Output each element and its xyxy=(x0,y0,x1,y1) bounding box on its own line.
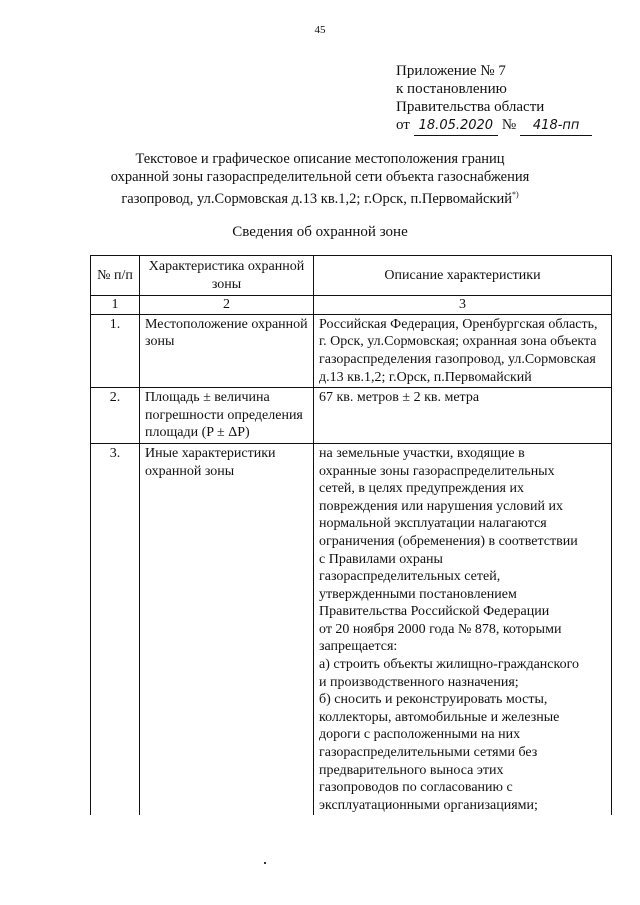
header-characteristic: Характеристика охранной зоны xyxy=(140,256,314,296)
description-line: газопроводов по согласованию с xyxy=(319,780,513,796)
row-description: 67 кв. метров ± 2 кв. метра xyxy=(314,388,612,444)
description-line: газораспределительными сетями без xyxy=(319,745,538,761)
row-characteristic: Иные характеристики охранной зоны xyxy=(140,443,314,815)
description-line: от 20 ноября 2000 года № 878, которыми xyxy=(319,621,562,637)
column-index-1: 1 xyxy=(91,296,140,315)
column-index-row xyxy=(91,296,612,315)
table-row xyxy=(91,388,612,444)
description-line: сетей, в целях предупреждения их xyxy=(319,481,524,497)
row-characteristic: Площадь ± величина погрешности определения площади (P ± ΔP) xyxy=(140,388,314,444)
description-line: повреждения или нарушения условий их xyxy=(319,498,563,514)
description-line: Правительства Российской Федерации xyxy=(319,604,550,620)
description-line: газораспределительных сетей, xyxy=(319,569,501,585)
title-line-3 xyxy=(60,186,580,208)
row-description xyxy=(314,443,612,815)
title-line-3-text: газопровод, ул.Сормовская д.13 кв.1,2; г.Орск, п.Первомайский xyxy=(121,190,513,207)
row-num: 3. xyxy=(91,443,140,815)
page-number: 45 xyxy=(314,24,326,36)
footnote-mark: *) xyxy=(512,190,519,199)
description-line: дороги с расположенными на них xyxy=(319,727,521,743)
title-line-2: охранной зоны газораспределительной сети объекта газоснабжения xyxy=(110,169,530,185)
table-row xyxy=(91,314,612,387)
number-label: № xyxy=(501,117,517,133)
section-title: Сведения об охранной зоне xyxy=(232,224,408,240)
description-line: утвержденными постановлением xyxy=(319,586,517,602)
description-line: на земельные участки, входящие в xyxy=(319,445,525,461)
description-line: а) строить объекты жилищно-гражданского xyxy=(319,657,579,673)
header-num: № п/п xyxy=(91,256,140,296)
appendix-title: Приложение № 7 xyxy=(396,63,506,79)
header-description: Описание характеристики xyxy=(314,256,612,296)
description-line: эксплуатационными организациями; xyxy=(319,797,538,813)
document-title xyxy=(60,150,580,208)
row-num: 2. xyxy=(91,388,140,444)
handwritten-date: 18.05.2020 xyxy=(414,117,498,136)
protection-zone-table xyxy=(90,255,612,815)
column-index-3: 3 xyxy=(314,296,612,315)
description-line: предварительного выноса этих xyxy=(319,762,504,778)
appendix-reference: к постановлению xyxy=(396,81,507,97)
description-line: б) сносить и реконструировать мосты, xyxy=(319,692,548,708)
scan-speck xyxy=(264,862,266,864)
appendix-block xyxy=(396,62,596,136)
description-line: коллекторы, автомобильные и железные xyxy=(319,709,560,725)
appendix-date-number xyxy=(396,116,596,136)
handwritten-number: 418-пп xyxy=(520,117,592,136)
from-label: от xyxy=(396,117,410,133)
title-line-1: Текстовое и графическое описание местоположения границ xyxy=(135,151,505,167)
description-line: и производственного назначения; xyxy=(319,674,519,690)
description-line: ограничения (обременения) в соответствии xyxy=(319,533,578,549)
row-characteristic: Местоположение охранной зоны xyxy=(140,314,314,387)
table-header-row xyxy=(91,256,612,296)
table-row xyxy=(91,443,612,815)
column-index-2: 2 xyxy=(140,296,314,315)
description-line: запрещается: xyxy=(319,639,398,655)
description-line: с Правилами охраны xyxy=(319,551,443,567)
description-line: нормальной эксплуатации налагаются xyxy=(319,516,547,532)
row-description: Российская Федерация, Оренбургская область, г. Орск, ул.Сормовская; охранная зона объекта газораспределения газопровод, ул.Сормовская д.13 кв.1,2; г.Орск, п.Первомайский xyxy=(314,314,612,387)
row-num: 1. xyxy=(91,314,140,387)
appendix-issuer: Правительства области xyxy=(396,99,545,115)
description-line: охранные зоны газораспределительных xyxy=(319,463,555,479)
